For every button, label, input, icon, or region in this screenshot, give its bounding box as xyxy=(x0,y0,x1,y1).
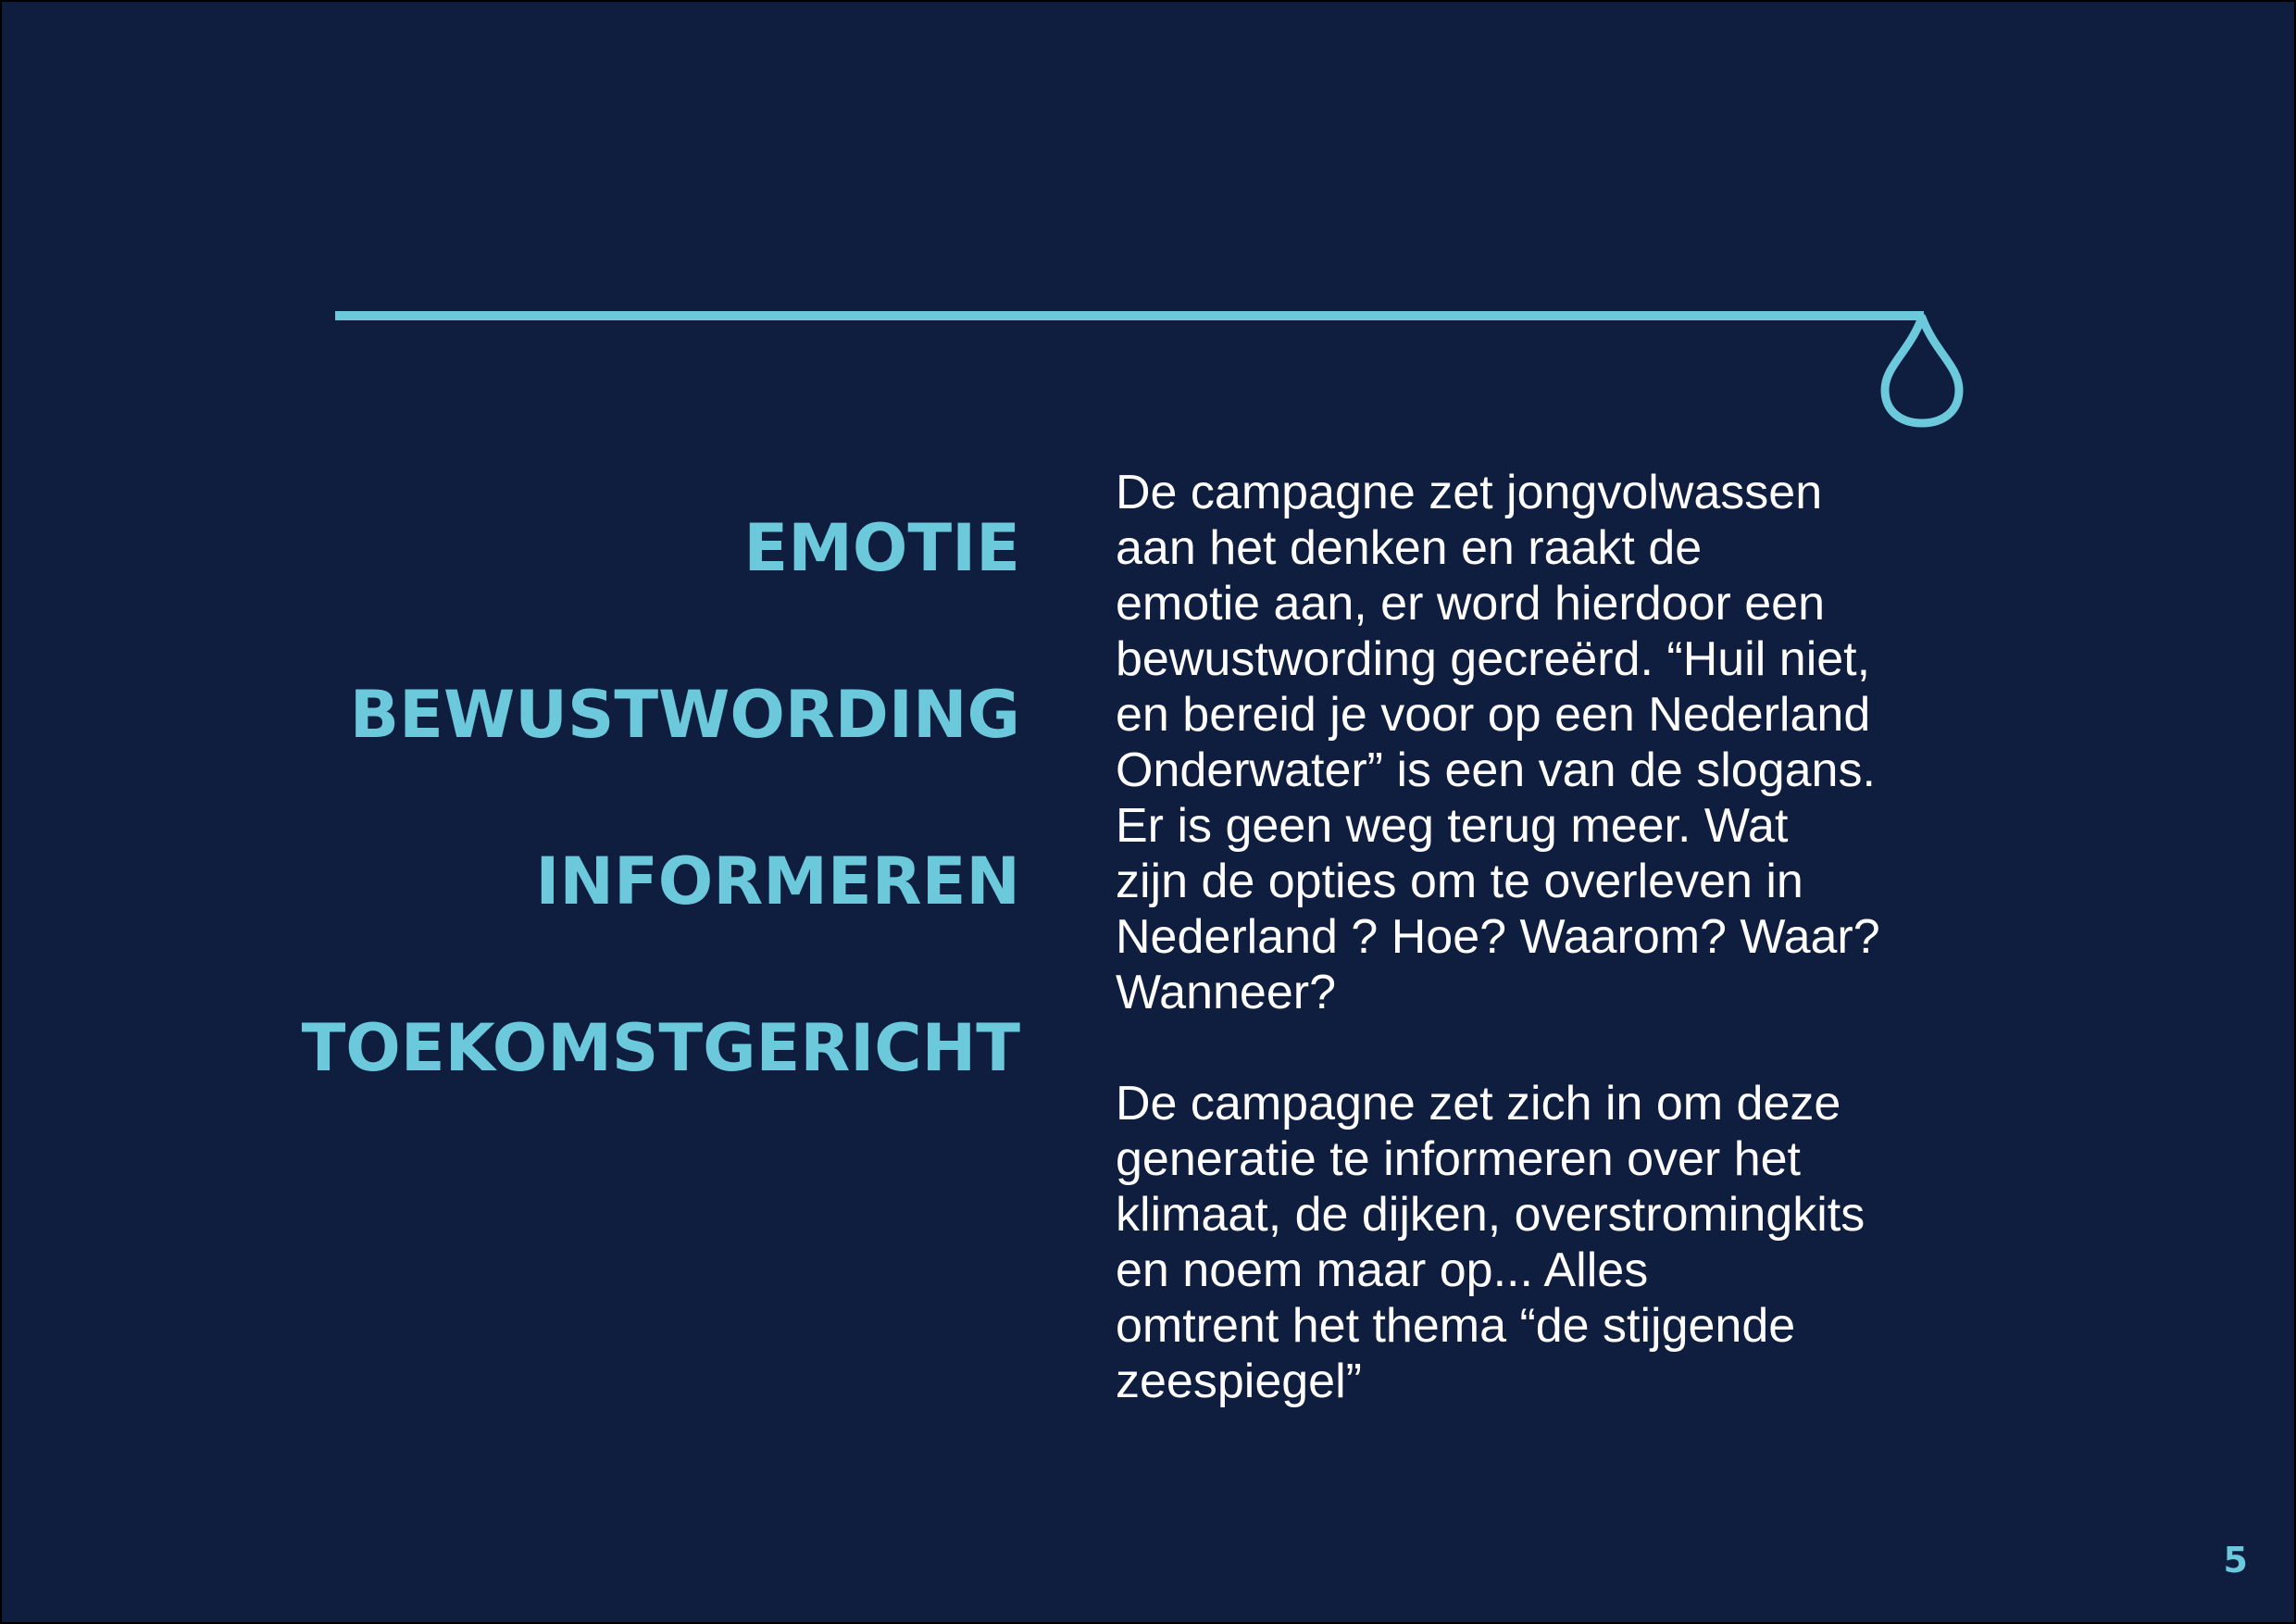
keyword-toekomstgericht: TOEKOMSTGERICHT xyxy=(301,1010,1020,1086)
keyword-bewustwording: BEWUSTWORDING xyxy=(349,677,1020,753)
keyword-list xyxy=(280,465,1020,1131)
page-number: 5 xyxy=(2223,1540,2248,1580)
keyword-informeren: INFORMEREN xyxy=(535,843,1020,919)
water-drop-icon xyxy=(1885,318,1959,423)
keyword-emotie: EMOTIE xyxy=(743,510,1020,586)
page xyxy=(2,2,2294,1622)
body-paragraph-1: De campagne zet jongvolwassen aan het denken en raakt de emotie aan, er word hierdoor een bewustwording gecreërd. “Huil niet, en bereid je voor op een Nederland Onderwater” is een van de slogans. Er is geen weg terug meer. Wat zijn de opties om te overleven in Nederland ? Hoe? Waarom? Waar? Wanneer? xyxy=(1116,466,1880,1019)
body-paragraph-2: De campagne zet zich in om deze generatie te informeren over het klimaat, de dijken, overstromingkits en noem maar op... Alles omtrent het thema “de stijgende zeespiegel” xyxy=(1116,1077,1866,1408)
body-text xyxy=(1116,465,1949,1409)
